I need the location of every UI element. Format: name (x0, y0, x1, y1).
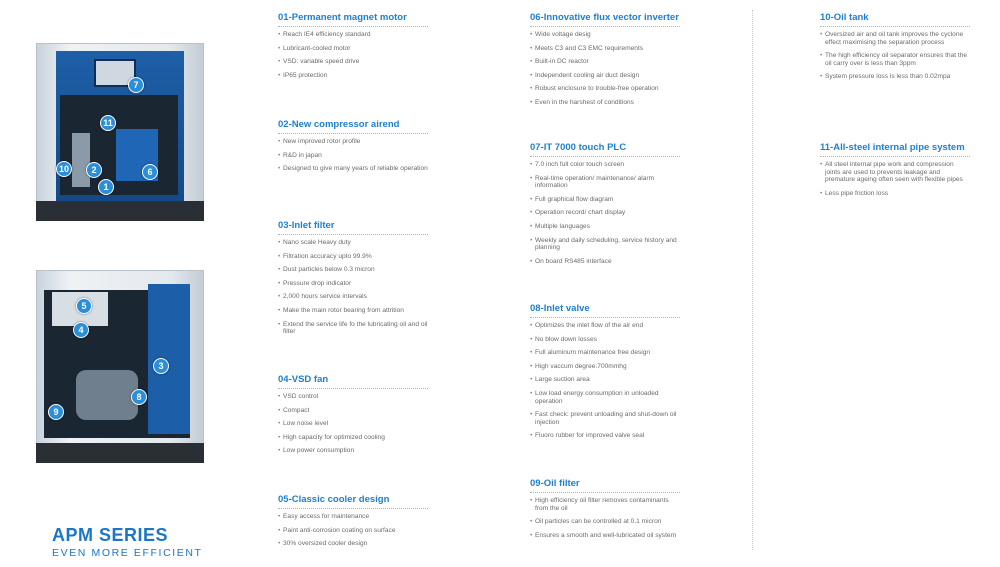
feature-section-04 (278, 374, 428, 461)
section-title: 05-Classic cooler design (278, 494, 428, 509)
feature-section-11 (820, 142, 970, 203)
list-item: • R&D in japan (278, 152, 428, 160)
list-item: • Lubricant-cooled motor (278, 45, 428, 53)
list-item: • High vaccum degree:700mmhg (530, 363, 680, 371)
compressor-front-image (36, 43, 204, 221)
callout-badge-4: 4 (73, 322, 89, 338)
list-item: • Meets C3 and C3 EMC requirements (530, 45, 680, 53)
column-divider (752, 10, 753, 550)
list-item: • Fast check: prevent unloading and shut-down oil injection (530, 411, 680, 426)
list-item: • Robust enclosure to trouble-free operation (530, 85, 680, 93)
feature-section-01 (278, 12, 428, 85)
feature-section-09 (530, 478, 680, 545)
list-item: • High efficiency oil filter removes contaminants from the oil (530, 497, 680, 512)
feature-list (278, 393, 428, 455)
callout-badge-8: 8 (131, 389, 147, 405)
feature-section-07 (530, 142, 680, 271)
feature-list (278, 239, 428, 336)
section-title: 09-Oil filter (530, 478, 680, 493)
series-tagline: EVEN MORE EFFICIENT (52, 547, 203, 559)
machine-base (36, 443, 204, 463)
oil-tank-shape (76, 370, 138, 420)
list-item: • Built-in DC reactor (530, 58, 680, 66)
callout-badge-10: 10 (56, 161, 72, 177)
list-item: • IP65 protection (278, 72, 428, 80)
section-title: 03-Inlet filter (278, 220, 428, 235)
list-item: • Pressure drop indicator (278, 280, 428, 288)
list-item: • Even in the harshest of conditions (530, 99, 680, 107)
list-item: • Dust particles below 0.3 micron (278, 266, 428, 274)
list-item: • 2,000 hours service intervals (278, 293, 428, 301)
section-title: 01-Permanent magnet motor (278, 12, 428, 27)
list-item: • Full aluminum maintenance free design (530, 349, 680, 357)
feature-section-03 (278, 220, 428, 342)
list-item: • 30% oversized cooler design (278, 540, 428, 548)
list-item: • Extend the service life fo the lubricating oil and oil filter (278, 321, 428, 336)
section-title: 11-All-steel internal pipe system (820, 142, 970, 157)
list-item: • Low load energy consumption in unloaded operation (530, 390, 680, 405)
section-title: 04-VSD fan (278, 374, 428, 389)
feature-list (530, 497, 680, 539)
feature-list (820, 161, 970, 197)
feature-list (278, 513, 428, 548)
list-item: • All steel internal pipe work and compression joints are used to prevents leakage and premature ageing often seen with flexible pipes (820, 161, 970, 184)
list-item: • New improved rotor profile (278, 138, 428, 146)
section-title: 08-Inlet valve (530, 303, 680, 318)
list-item: • Oil particles can be controlled at 0.1 micron (530, 518, 680, 526)
feature-list (820, 31, 970, 81)
callout-badge-1: 1 (98, 179, 114, 195)
list-item: • Easy access for maintenance (278, 513, 428, 521)
feature-section-08 (530, 303, 680, 446)
list-item: • Reach IE4 efficiency standard (278, 31, 428, 39)
list-item: • Filtration accuracy upto 99.9% (278, 253, 428, 261)
list-item: • The high efficiency oil separator ensures that the oil carry over is less than 3ppm (820, 52, 970, 67)
feature-list (278, 31, 428, 79)
list-item: • High capacity for optimized cooling (278, 434, 428, 442)
list-item: • VSD: variable speed drive (278, 58, 428, 66)
list-item: • 7.0 inch full color touch screen (530, 161, 680, 169)
feature-section-05 (278, 494, 428, 554)
list-item: • Less pipe friction loss (820, 190, 970, 198)
list-item: • Paint anti-corrosion coating on surface (278, 527, 428, 535)
section-title: 02-New compressor airend (278, 119, 428, 134)
callout-badge-2: 2 (86, 162, 102, 178)
brand-block (52, 525, 203, 559)
callout-badge-11: 11 (100, 115, 116, 131)
section-title: 10-Oil tank (820, 12, 970, 27)
list-item: • Optimizes the inlet flow of the air end (530, 322, 680, 330)
motor-shape (72, 133, 90, 187)
list-item: • Designed to give many years of reliable operation (278, 165, 428, 173)
list-item: • Low noise level (278, 420, 428, 428)
list-item: • Wide voltage desig (530, 31, 680, 39)
machine-base (36, 201, 204, 221)
feature-section-06 (530, 12, 680, 113)
callout-badge-3: 3 (153, 358, 169, 374)
callout-badge-5: 5 (76, 298, 92, 314)
list-item: • Fluoro rubber for improved valve seal (530, 432, 680, 440)
feature-list (530, 31, 680, 107)
list-item: • Multiple languages (530, 223, 680, 231)
blue-side-panel (148, 284, 190, 434)
list-item: • Independent cooling air duct design (530, 72, 680, 80)
list-item: • Compact (278, 407, 428, 415)
callout-badge-6: 6 (142, 164, 158, 180)
feature-list (530, 161, 680, 265)
list-item: • Oversized air and oil tank improves the cyclone effect maximising the separation process (820, 31, 970, 46)
list-item: • Operation record/ chart display (530, 209, 680, 217)
list-item: • On board RS485 interface (530, 258, 680, 266)
list-item: • System pressure loss is less than 0.02mpa (820, 73, 970, 81)
list-item: • Make the main rotor bearing from attrition (278, 307, 428, 315)
callout-badge-7: 7 (128, 77, 144, 93)
list-item: • Real-time operation/ maintenance/ alarm information (530, 175, 680, 190)
list-item: • Full graphical flow diagram (530, 196, 680, 204)
callout-badge-9: 9 (48, 404, 64, 420)
list-item: • Ensures a smooth and well-lubricated oil system (530, 532, 680, 540)
list-item: • Large suction area (530, 376, 680, 384)
list-item: • Weekly and daily scheduling, service history and planning (530, 237, 680, 252)
feature-list (278, 138, 428, 173)
list-item: • Low power consumption (278, 447, 428, 455)
list-item: • Nano scale Heavy duty (278, 239, 428, 247)
feature-section-10 (820, 12, 970, 87)
feature-list (530, 322, 680, 440)
list-item: • VSD control (278, 393, 428, 401)
list-item: • No blow down losses (530, 336, 680, 344)
section-title: 07-IT 7000 touch PLC (530, 142, 680, 157)
feature-section-02 (278, 119, 428, 179)
section-title: 06-Innovative flux vector inverter (530, 12, 680, 27)
compressor-side-image (36, 270, 204, 463)
series-title: APM SERIES (52, 525, 169, 545)
